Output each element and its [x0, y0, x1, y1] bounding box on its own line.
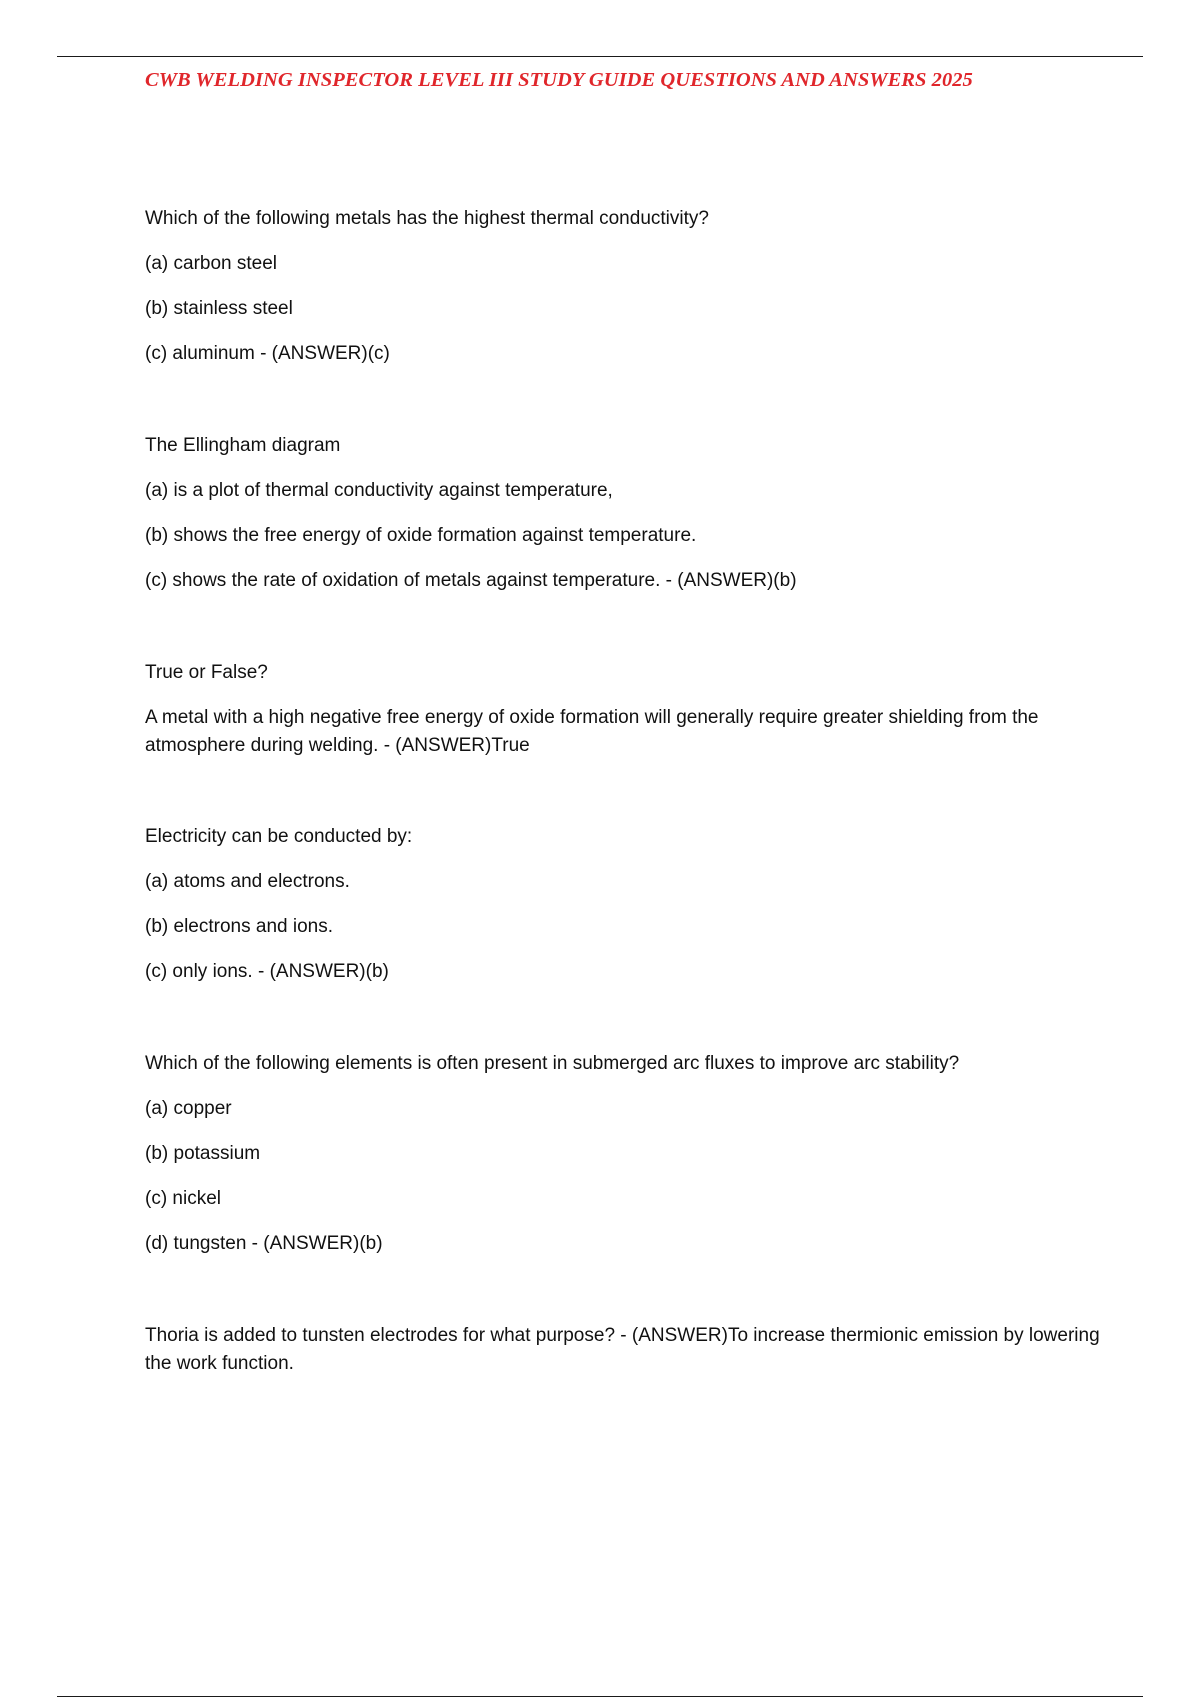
- answer-option: (c) aluminum - (ANSWER)(c): [145, 343, 390, 364]
- answer-option: (b) stainless steel: [145, 298, 293, 319]
- question-prompt: Electricity can be conducted by:: [145, 826, 413, 847]
- question-block: [145, 205, 1105, 368]
- question-block: [145, 823, 1105, 986]
- document-title: CWB WELDING INSPECTOR LEVEL III STUDY GUIDE QUESTIONS AND ANSWERS 2025: [145, 69, 973, 91]
- answer-option: (a) carbon steel: [145, 253, 278, 274]
- question-prompt: True or False?: [145, 662, 268, 683]
- answer-option: (b) electrons and ions.: [145, 916, 333, 937]
- answer-option: (c) nickel: [145, 1188, 222, 1209]
- question-prompt: The Ellingham diagram: [145, 435, 341, 456]
- answer-option: (a) atoms and electrons.: [145, 871, 350, 892]
- question-block: [145, 1322, 1105, 1378]
- footer-divider: [57, 1696, 1143, 1697]
- answer-option: (c) shows the rate of oxidation of metals against temperature. - (ANSWER)(b): [145, 570, 797, 591]
- question-prompt: Which of the following metals has the highest thermal conductivity?: [145, 208, 709, 229]
- answer-option: (a) copper: [145, 1098, 232, 1119]
- header-divider: [57, 56, 1143, 57]
- answer-option: (d) tungsten - (ANSWER)(b): [145, 1233, 383, 1254]
- answer-option: (a) is a plot of thermal conductivity against temperature,: [145, 480, 613, 501]
- question-block: [145, 432, 1105, 595]
- question-prompt: Thoria is added to tunsten electrodes for what purpose? - (ANSWER)To increase thermionic emission by lowering the work function.: [145, 1325, 1100, 1374]
- answer-option: (b) potassium: [145, 1143, 261, 1164]
- answer-statement: A metal with a high negative free energy of oxide formation will generally require greater shielding from the atmosphere during welding. - (ANSWER)True: [145, 707, 1039, 756]
- question-block: [145, 1050, 1105, 1258]
- answer-option: (b) shows the free energy of oxide formation against temperature.: [145, 525, 697, 546]
- question-block: [145, 659, 1105, 760]
- answer-option: (c) only ions. - (ANSWER)(b): [145, 961, 389, 982]
- question-prompt: Which of the following elements is often present in submerged arc fluxes to improve arc stability?: [145, 1053, 960, 1074]
